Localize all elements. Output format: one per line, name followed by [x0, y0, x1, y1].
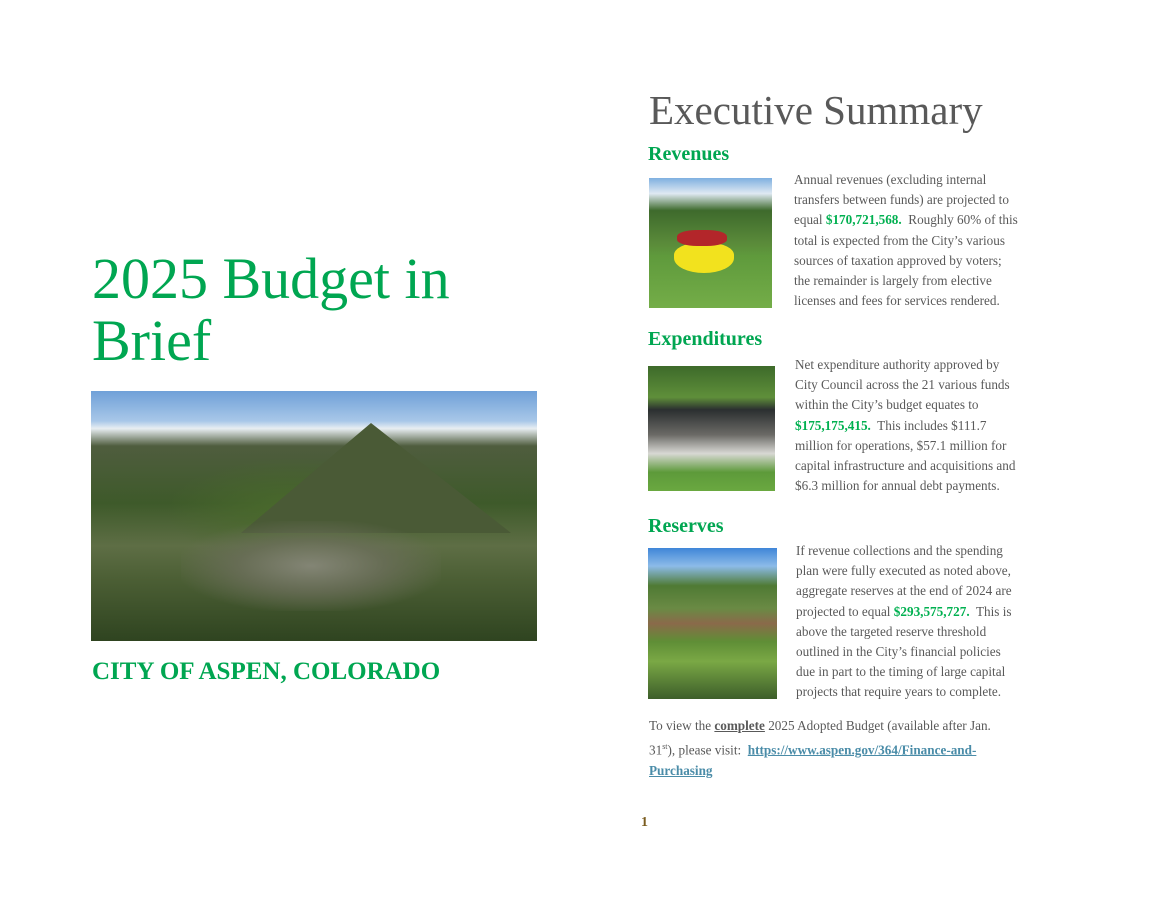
text-line: capital infrastructure and acquisitions and	[795, 458, 1016, 474]
expenditures-paragraph	[795, 355, 1015, 496]
text-line: projects that require years to complete.	[796, 684, 1002, 700]
revenues-heading: Revenues	[648, 143, 730, 165]
title-line: Brief	[92, 308, 212, 373]
reserves-amount: $293,575,727.	[893, 603, 970, 619]
expenditures-amount: $175,175,415.	[795, 417, 871, 433]
text-line: outlined in the City’s financial policies	[796, 644, 1001, 660]
reserves-paragraph	[796, 541, 1012, 703]
text-line: st	[662, 741, 668, 751]
text-line: equal	[794, 212, 826, 228]
text-line: the remainder is largely from elective	[794, 273, 992, 289]
text-line: This includes $111.7	[870, 417, 987, 433]
text-line: This is	[969, 603, 1012, 619]
aspen-town-photo	[648, 548, 777, 699]
text-line: ), please visit:	[667, 742, 748, 758]
text-line: million for operations, $57.1 million for	[795, 437, 1007, 453]
text-line: 31	[649, 742, 663, 758]
text-line: licenses and fees for services rendered.	[794, 293, 1000, 309]
text-line: aggregate reserves at the end of 2024 are	[796, 583, 1012, 599]
text-line: If revenue collections and the spending	[796, 543, 1003, 558]
complete-emphasis: complete	[714, 718, 765, 733]
executive-summary-heading: Executive Summary	[649, 87, 983, 133]
outdoor-event-photo	[648, 366, 775, 491]
text-line: projected to equal	[796, 603, 894, 619]
aspen-aerial-photo	[91, 391, 537, 641]
page-number: 1	[641, 815, 648, 830]
title-line: 2025 Budget in	[92, 246, 450, 311]
text-line: To view the	[649, 718, 715, 733]
document-title	[92, 248, 450, 372]
budget-link-note	[649, 716, 991, 782]
text-line: above the targeted reserve threshold	[796, 623, 987, 639]
text-line: total is expected from the City’s various	[794, 232, 1005, 248]
text-line: plan were fully executed as noted above,	[796, 563, 1011, 579]
text-line: Net expenditure authority approved by	[795, 357, 1000, 372]
festival-dancers-photo	[649, 178, 772, 308]
text-line: Roughly 60% of this	[901, 212, 1018, 228]
text-line: Annual revenues (excluding internal	[794, 172, 987, 187]
finance-link[interactable]: https://www.aspen.gov/364/Finance-and-	[747, 742, 977, 758]
revenues-amount: $170,721,568.	[825, 212, 902, 228]
finance-link-continued[interactable]: Purchasing	[649, 762, 713, 778]
city-subtitle: CITY OF ASPEN, COLORADO	[92, 658, 441, 685]
text-line: sources of taxation approved by voters;	[794, 252, 1002, 268]
reserves-heading: Reserves	[648, 515, 724, 537]
expenditures-heading: Expenditures	[648, 328, 763, 350]
text-line: due in part to the timing of large capital	[796, 664, 1006, 680]
text-line: transfers between funds) are projected to	[794, 192, 1009, 208]
revenues-paragraph	[794, 170, 1018, 311]
text-line: within the City’s budget equates to	[795, 397, 979, 413]
text-line: City Council across the 21 various funds	[795, 377, 1010, 393]
text-line: $6.3 million for annual debt payments.	[795, 478, 1000, 494]
text-line: 2025 Adopted Budget (available after Jan.	[764, 718, 991, 733]
